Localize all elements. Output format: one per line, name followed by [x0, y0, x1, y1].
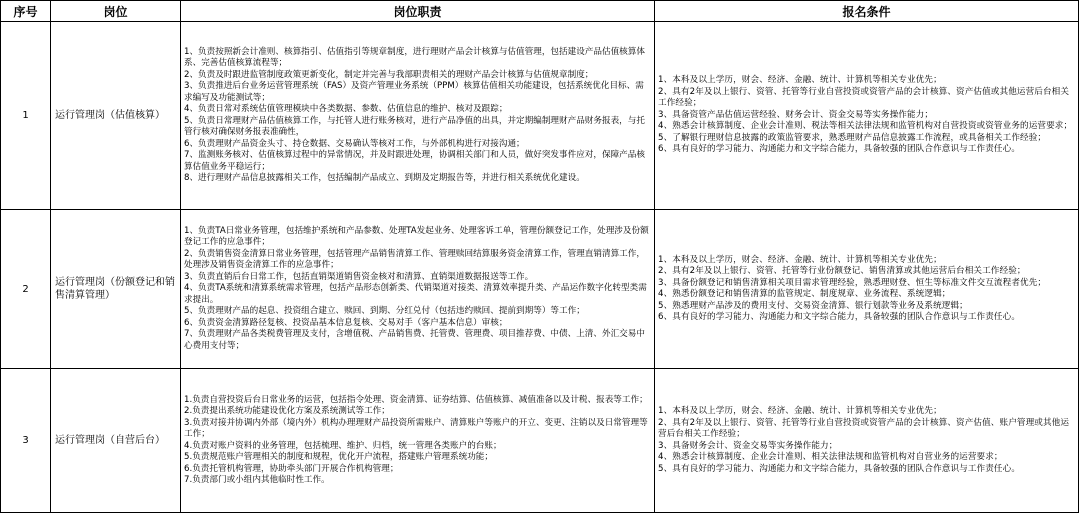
requirement-line: 4、熟悉份额登记和销售清算的监管规定、制度规章、业务流程、系统逻辑； [658, 289, 951, 299]
duty-line: 3、负责直销后台日常工作，包括直销渠道销售资金核对和清算、直销渠道数据报送等工作。 [184, 271, 534, 282]
requirements-cell [655, 369, 1079, 513]
duties-cell [181, 210, 655, 369]
duty-line: 3.负责对接并协调内外部（境内外）机构办理理财产品投资所需账户、清算账户等账户的开立、变更、注销以及日常管理等工作； [184, 417, 648, 439]
duty-line: 4、负责日常对系统估值管理模块中各类数据、参数、估值信息的维护、核对及跟踪； [184, 104, 508, 114]
seq-cell: 1 [1, 22, 51, 210]
requirement-line: 1、本科及以上学历，财会、经济、金融、统计、计算机等相关专业优先； [658, 254, 942, 265]
post-cell: 运行管理岗（份额登记和销售清算管理） [51, 210, 181, 369]
requirement-line: 1、本科及以上学历，财会、经济、金融、统计、计算机等相关专业优先； [658, 75, 942, 86]
duty-line: 3、负责推进后台业务运营管理系统（FAS）及资产管理业务系统（PPM）核算估值相关功能建设，包括系统优化目标、需求编写及功能测试等； [184, 81, 644, 103]
requirement-line: 2、具有2年及以上银行、资管、托管等行业份额登记、销售清算或其他运营后台相关工作经验； [658, 266, 1026, 276]
requirement-line: 3、具备财务会计、资金交易等实务操作能力； [658, 440, 838, 451]
duties-cell [181, 369, 655, 513]
requirement-line: 2、具有2年及以上银行、资管、托管等行业自营投资或资管产品的会计核算、资产估值或其他运营后台相关工作经验； [658, 86, 1070, 109]
requirement-line: 4、熟悉会计核算制度、企业会计准则、相关法律法规和监管机构对自营业务的运营要求； [658, 452, 1003, 462]
duty-line: 5、负责日常理财产品估值核算工作，与托管人进行账务核对，进行产品净值的出具，并定期编制理财产品财务报表，与托管行核对确保财务报表准确性， [184, 115, 645, 137]
post-cell: 运行管理岗（估值核算） [51, 22, 181, 210]
requirement-line: 6、具有良好的学习能力、沟通能力和文字综合能力，具备较强的团队合作意识与工作责任心。 [658, 144, 1021, 155]
requirements-cell [655, 22, 1079, 210]
duty-line: 5.负责规范账户管理相关的制度和规程，优化开户流程，搭建账户管理系统功能； [184, 452, 493, 462]
table-header [1, 1, 1079, 22]
header-duties: 岗位职责 [181, 1, 655, 22]
duty-line: 4.负责对账户资料的业务管理，包括梳理、维护、归档，统一管理各类账户的台账； [184, 440, 502, 451]
duty-line: 6、负责理财产品资金头寸、持仓数据、交易确认等核对工作，与外部机构进行对接沟通； [184, 138, 525, 149]
duty-line: 5、负责理财产品的起息、投资组合建立、赎回、到期、分红兑付（包括违约赎回、提前到期等）等工作； [184, 306, 585, 317]
duty-line: 1、负责TA日常业务管理，包括维护系统和产品参数、处理TA发起业务、处理客诉工单，管理份额登记工作，处理涉及份额登记工作的应急事件； [184, 225, 649, 248]
post-cell: 运行管理岗（自营后台） [51, 369, 181, 513]
seq-cell: 3 [1, 369, 51, 513]
duty-line: 2、负责及时跟进监管制度政策更新变化，制定并完善与我部职责相关的理财产品会计核算与估值规章制度； [184, 69, 594, 80]
duty-line: 6.负责托管机构管理，协助牵头部门开展合作机构管理； [184, 463, 399, 474]
requirement-line: 1、本科及以上学历，财会、经济、金融、统计、计算机等相关专业优先； [658, 406, 942, 416]
table-row [1, 210, 1079, 369]
header-seq: 序号 [1, 1, 51, 22]
header-row [1, 1, 1079, 22]
duty-line: 7、监测账务核对、估值核算过程中的异常情况，并及时跟进处理，协调相关部门和人员，做好突发事件应对，保障产品核算估值业务平稳运行； [184, 150, 645, 172]
duty-line: 7.负责部门或小组内其他临时性工作。 [184, 475, 330, 485]
table-row [1, 369, 1079, 513]
duty-line: 1.负责自营投资后台日常业务的运营，包括指令处理、资金清算、证券结算、估值核算、减值准备以及计税、报表等工作； [184, 394, 648, 405]
seq-cell: 2 [1, 210, 51, 369]
duties-cell [181, 22, 655, 210]
requirement-line: 5、熟悉理财产品涉及的费用支付、交易资金清算、银行划款等业务及系统逻辑； [658, 300, 968, 311]
table-row [1, 22, 1079, 210]
requirement-line: 5、具有良好的学习能力、沟通能力和文字综合能力，具备较强的团队合作意识与工作责任心。 [658, 463, 1021, 474]
requirement-line: 3、具备份额登记和销售清算相关项目需求管理经验，熟悉理财登、恒生等标准文件交互流程者优先； [658, 277, 1047, 288]
requirement-line: 3、具备资管产品估值运营经验、财务会计、资金交易等实务操作能力； [658, 109, 934, 120]
duty-line: 2、负责销售资金清算日常业务管理，包括管理产品销售清算工作、管理赎回结算服务资金清算工作，管理直销清算工作，处理涉及销售资金清算工作的应急事件； [184, 248, 645, 271]
requirement-line: 4、熟悉会计核算制度、企业会计准则、税法等相关法律法规和监管机构对自营投资或资管业务的运营要求； [658, 121, 1073, 132]
duty-line: 4、负责TA系统和清算系统需求管理，包括产品形态创新类、代销渠道对接类、清算效率提升类、产品运作数字化转型类需求提出。 [184, 283, 647, 305]
duty-line: 7、负责理财产品各类税费管理及支付，含增值税、产品销售费、托管费、管理费、项目推荐费、中债、上清、外汇交易中心费用支付等； [184, 329, 645, 351]
duty-line: 8、进行理财产品信息披露相关工作，包括编制产品成立、到期及定期报告等，并进行相关系统优化建设。 [184, 173, 585, 183]
requirement-line: 5、了解银行理财信息披露的政策监管要求，熟悉理财产品信息披露工作流程，或具备相关工作经验； [658, 132, 1047, 143]
requirement-line: 6、具有良好的学习能力、沟通能力和文字综合能力，具备较强的团队合作意识与工作责任心。 [658, 312, 1021, 322]
header-requirements: 报名条件 [655, 1, 1079, 22]
duty-line: 1、负责按照新会计准则、核算指引、估值指引等规章制度，进行理财产品会计核算与估值管理，包括建设产品估值核算体系、完善估值核算流程等； [184, 46, 645, 68]
requirements-cell [655, 210, 1079, 369]
header-post: 岗位 [51, 1, 181, 22]
duty-line: 6、负责资金清算路径复核、投资品基本信息复核、交易对手（客户基本信息）审核； [184, 317, 508, 328]
duty-line: 2.负责提出系统功能建设优化方案及系统测试等工作； [184, 406, 390, 416]
requirement-line: 2、具有2年及以上银行、资管、托管等行业自营投资或资管产品的会计核算、资产估值、账户管理或其他运营后台相关工作经验； [658, 417, 1070, 439]
